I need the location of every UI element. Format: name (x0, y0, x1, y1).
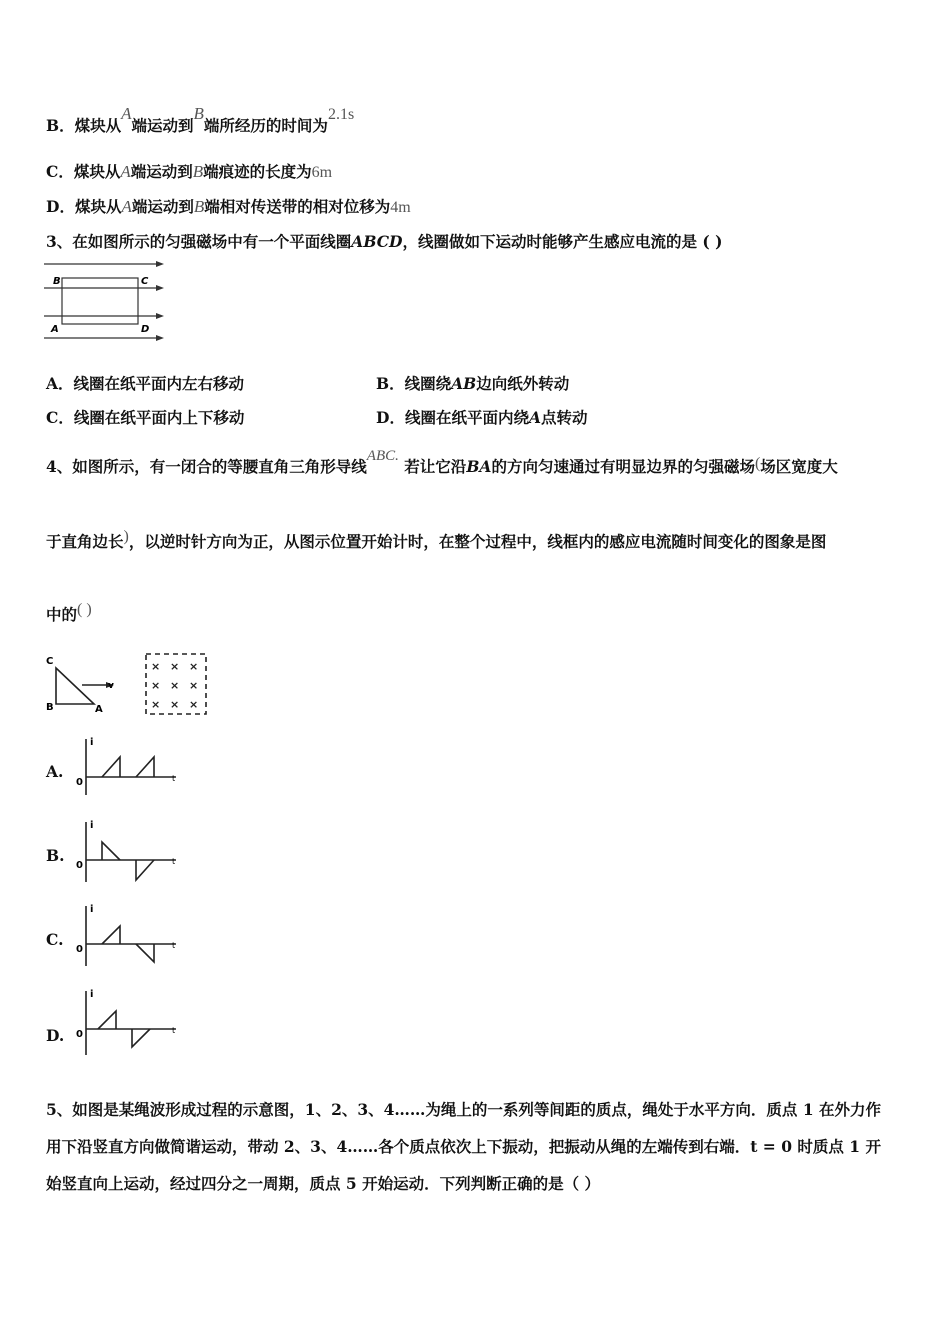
svg-text:×: × (170, 698, 180, 711)
fig-label-b: B (46, 702, 54, 713)
option-text: 煤块从 (74, 197, 122, 216)
fig-label-a: A (51, 324, 59, 335)
axis-t: t (172, 857, 176, 866)
math-var: ABC. (366, 448, 399, 464)
q3-coil-figure (40, 258, 170, 342)
axis-i: i (90, 820, 94, 831)
svg-text:×: × (189, 698, 199, 711)
option-text: 端运动到 (131, 116, 194, 135)
stem-text: 于直角边长 (46, 532, 124, 551)
math-value: 6m (311, 164, 333, 181)
option-label: B． (376, 374, 405, 393)
option-text: 点转动 (541, 408, 588, 427)
option-text: 端相对传送带的相对位移为 (204, 197, 391, 216)
q3-option-b (376, 372, 569, 394)
svg-text:×: × (151, 679, 161, 692)
fig-label-a: A (95, 704, 103, 715)
option-text: 线圈在纸平面内绕 (404, 408, 529, 427)
q4-option-b-label: B. (46, 846, 65, 865)
fig-label-v: v (108, 681, 114, 691)
q4-stem-line2 (46, 530, 826, 552)
axis-origin: 0 (76, 944, 83, 955)
option-text: 端运动到 (130, 162, 193, 181)
math-var: A (120, 162, 131, 181)
math-value: 2.1s (327, 106, 355, 123)
q3-option-c (46, 406, 244, 428)
stem-italic: BA (466, 457, 492, 476)
q3-option-a (46, 372, 244, 394)
q3-stem (46, 230, 722, 252)
math-paren: ( (754, 455, 761, 472)
svg-text:×: × (151, 660, 161, 673)
svg-text:×: × (189, 660, 199, 673)
math-paren: ( ) (77, 601, 92, 618)
svg-text:×: × (170, 679, 180, 692)
q5-stem-line1: 5、如图是某绳波形成过程的示意图，1、2、3、4……为绳上的一系列等间距的质点，绳处于水平方向．质点 1 在外力作 (46, 1100, 882, 1119)
q4-stem-line1 (46, 448, 838, 477)
stem-italic: ABCD (351, 232, 403, 251)
math-var: A (121, 197, 132, 216)
svg-text:×: × (151, 698, 161, 711)
stem-text: 若让它沿 (404, 457, 467, 476)
q4-option-c-label: C. (46, 930, 64, 949)
q4-stem-line3 (46, 603, 92, 625)
q2-option-c (46, 160, 332, 182)
stem-text: 的方向匀速通过有明显边界的匀强磁场 (491, 457, 755, 476)
option-text: 端运动到 (131, 197, 194, 216)
option-text: 煤块从 (74, 116, 122, 135)
axis-t: t (172, 1026, 176, 1035)
q4-option-d-graph (72, 985, 182, 1059)
stem-text: 中的 (46, 605, 78, 624)
option-text: 端所经历的时间为 (203, 116, 328, 135)
option-label: A． (46, 374, 74, 393)
math-var: B (192, 162, 204, 181)
q4-option-a-graph (72, 733, 182, 799)
option-label: B． (46, 116, 75, 135)
stem-text: 4、如图所示，有一闭合的等腰直角三角形导线 (46, 457, 367, 476)
stem-text: ，以逆时针方向为正，从图示位置开始计时，在整个过程中，线框内的感应电流随时间变化的图象是图 (128, 532, 827, 551)
q4-option-c-graph (72, 900, 182, 970)
stem-text: ，线圈做如下运动时能够产生感应电流的是 ( ) (402, 232, 723, 251)
fig-label-b: B (53, 276, 61, 287)
option-text: 煤块从 (73, 162, 121, 181)
option-label: D． (376, 408, 405, 427)
q5-stem-line3: 始竖直向上运动，经过四分之一周期，质点 5 开始运动．下列判断正确的是（ ） (46, 1174, 600, 1193)
axis-origin: 0 (76, 1029, 83, 1040)
option-label: D． (46, 197, 75, 216)
math-var: B (193, 104, 204, 123)
option-text: 边向纸外转动 (476, 374, 570, 393)
svg-text:×: × (189, 679, 199, 692)
axis-origin: 0 (76, 860, 83, 871)
option-label: C． (46, 162, 74, 181)
fig-label-c: C (141, 276, 149, 287)
axis-origin: 0 (76, 777, 83, 788)
axis-i: i (90, 737, 94, 748)
q4-option-a-label: A. (46, 762, 64, 781)
option-italic: AB (451, 374, 477, 393)
option-text: 线圈在纸平面内左右移动 (73, 374, 245, 393)
fig-label-c: C (46, 656, 54, 667)
math-var: B (193, 197, 205, 216)
axis-t: t (172, 941, 176, 950)
q5-stem-line2: 用下沿竖直方向做简谐运动，带动 2、3、4……各个质点依次上下振动，把振动从绳的左端传到右端．t = 0 时质点 1 开 (46, 1137, 881, 1156)
q4-option-d-label: D. (46, 1026, 65, 1045)
axis-i: i (90, 904, 94, 915)
svg-text:×: × (170, 660, 180, 673)
q2-option-b (46, 104, 355, 136)
fig-label-d: D (141, 324, 150, 335)
q3-option-d (376, 406, 588, 428)
math-paren: ) (123, 528, 129, 545)
axis-t: t (172, 774, 176, 783)
option-text: 线圈绕 (404, 374, 452, 393)
stem-text: 3、在如图所示的匀强磁场中有一个平面线圈 (46, 232, 352, 251)
q4-triangle-field-figure (40, 650, 215, 720)
q4-option-b-graph (72, 816, 182, 886)
q2-option-d (46, 195, 411, 217)
option-italic: A (528, 408, 541, 427)
math-var: A (121, 104, 132, 123)
option-text: 线圈在纸平面内上下移动 (73, 408, 245, 427)
option-text: 端痕迹的长度为 (203, 162, 312, 181)
math-value: 4m (390, 199, 411, 216)
option-label: C． (46, 408, 74, 427)
axis-i: i (90, 989, 94, 1000)
stem-text: 场区宽度大 (760, 457, 838, 476)
